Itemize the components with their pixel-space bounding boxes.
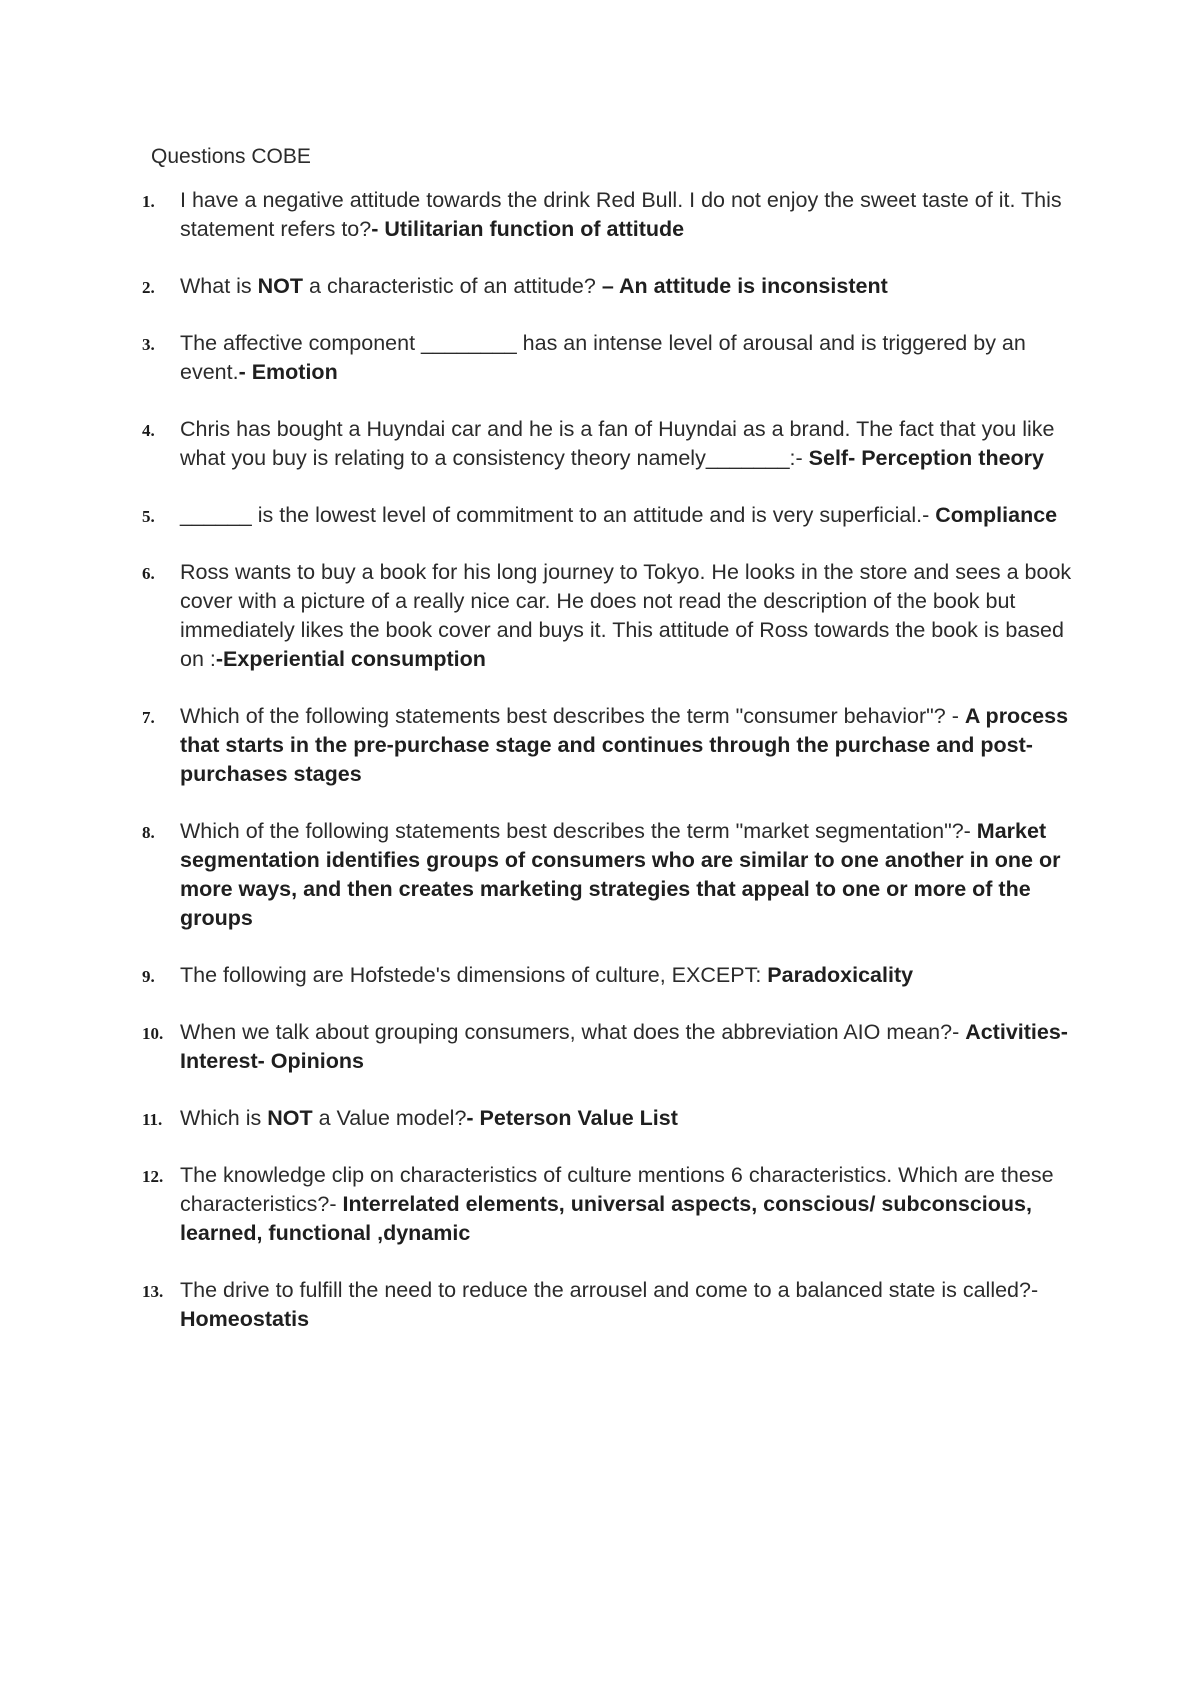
question-number: 12. xyxy=(142,1167,164,1186)
question-item xyxy=(142,1018,1082,1076)
question-number: 7. xyxy=(142,708,155,727)
question-item xyxy=(142,501,1082,530)
prompt-text: When we talk about grouping consumers, what does the abbreviation AIO mean?- xyxy=(180,1020,966,1044)
question-text xyxy=(180,1161,1082,1248)
answer-text: -Experiential consumption xyxy=(215,647,486,671)
prompt-text: Which of the following statements best describes the term "market segmentation"?- xyxy=(180,819,977,843)
question-number: 1. xyxy=(142,192,155,211)
answer-text: - Emotion xyxy=(238,360,338,384)
question-text xyxy=(180,186,1082,244)
prompt-text: The drive to fulfill the need to reduce the arrousel and come to a balanced state is called?- xyxy=(180,1278,1039,1302)
prompt-text: Which is xyxy=(180,1106,268,1130)
question-text xyxy=(180,501,1082,530)
question-number: 9. xyxy=(142,967,155,986)
question-item xyxy=(142,961,1082,990)
prompt-text: The following are Hofstede's dimensions of culture, EXCEPT: xyxy=(180,963,768,987)
prompt-text: The affective component ________ has an intense level of arousal and is triggered by an event. xyxy=(180,331,1026,384)
answer-text: Interrelated elements, universal aspects, conscious/ subconscious, learned, functional ,dynamic xyxy=(180,1192,1032,1245)
question-list xyxy=(142,186,1082,1362)
answer-text: - Utilitarian function of attitude xyxy=(371,217,685,241)
question-number: 6. xyxy=(142,564,155,583)
question-text xyxy=(180,1018,1082,1076)
answer-text: Market segmentation identifies groups of consumers who are similar to one another in one or more ways, and then creates marketing strategies that appeal to one or more of the groups xyxy=(180,819,1061,930)
answer-text: Self- Perception theory xyxy=(808,446,1044,470)
question-number: 4. xyxy=(142,421,155,440)
question-number: 2. xyxy=(142,278,155,297)
question-item xyxy=(142,1161,1082,1248)
question-text xyxy=(180,329,1082,387)
prompt-text: I have a negative attitude towards the drink Red Bull. I do not enjoy the sweet taste of it. This statement refers to? xyxy=(180,188,1062,241)
question-number: 11. xyxy=(142,1110,163,1129)
question-number: 10. xyxy=(142,1024,164,1043)
question-text xyxy=(180,702,1082,789)
question-item xyxy=(142,186,1082,244)
prompt-text: a Value model? xyxy=(312,1106,467,1130)
question-item xyxy=(142,702,1082,789)
prompt-text: Ross wants to buy a book for his long journey to Tokyo. He looks in the store and sees a book cover with a picture of a really nice car. He does not read the description of the book but immediately likes the book cover and buys it. This attitude of Ross towards the book is based on : xyxy=(180,560,1072,671)
question-text xyxy=(180,415,1082,473)
answer-text: – An attitude is inconsistent xyxy=(601,274,888,298)
answer-text: NOT xyxy=(267,1106,313,1130)
question-item xyxy=(142,415,1082,473)
answer-text: - Peterson Value List xyxy=(466,1106,678,1130)
answer-text: Compliance xyxy=(935,503,1058,527)
prompt-text: ______ is the lowest level of commitment to an attitude and is very superficial.- xyxy=(180,503,936,527)
question-number: 13. xyxy=(142,1282,164,1301)
question-number: 3. xyxy=(142,335,155,354)
answer-text: NOT xyxy=(257,274,304,298)
question-text xyxy=(180,961,1082,990)
answer-text: Activities- Interest- Opinions xyxy=(180,1020,1068,1073)
answer-text: A process that starts in the pre-purchase stage and continues through the purchase and post-purchases stages xyxy=(180,704,1069,786)
question-text xyxy=(180,1104,1082,1133)
question-number: 5. xyxy=(142,507,155,526)
prompt-text: a characteristic of an attitude? xyxy=(303,274,602,298)
question-item xyxy=(142,1276,1082,1334)
question-item xyxy=(142,329,1082,387)
prompt-text: Chris has bought a Huyndai car and he is a fan of Huyndai as a brand. The fact that you like what you buy is relating to a consistency theory namely_______:- xyxy=(180,417,1055,470)
prompt-text: What is xyxy=(180,274,258,298)
prompt-text: Which of the following statements best describes the term "consumer behavior"? - xyxy=(180,704,965,728)
question-item xyxy=(142,272,1082,301)
question-text xyxy=(180,1276,1082,1334)
answer-text: Homeostatis xyxy=(180,1307,310,1331)
question-text xyxy=(180,272,1082,301)
answer-text: Paradoxicality xyxy=(767,963,914,987)
question-text xyxy=(180,558,1082,674)
document-title: Questions COBE xyxy=(151,145,311,168)
question-number: 8. xyxy=(142,823,155,842)
question-item xyxy=(142,558,1082,674)
question-item xyxy=(142,817,1082,933)
question-text xyxy=(180,817,1082,933)
prompt-text: The knowledge clip on characteristics of culture mentions 6 characteristics. Which are these characteristics?- xyxy=(180,1163,1054,1216)
question-item xyxy=(142,1104,1082,1133)
